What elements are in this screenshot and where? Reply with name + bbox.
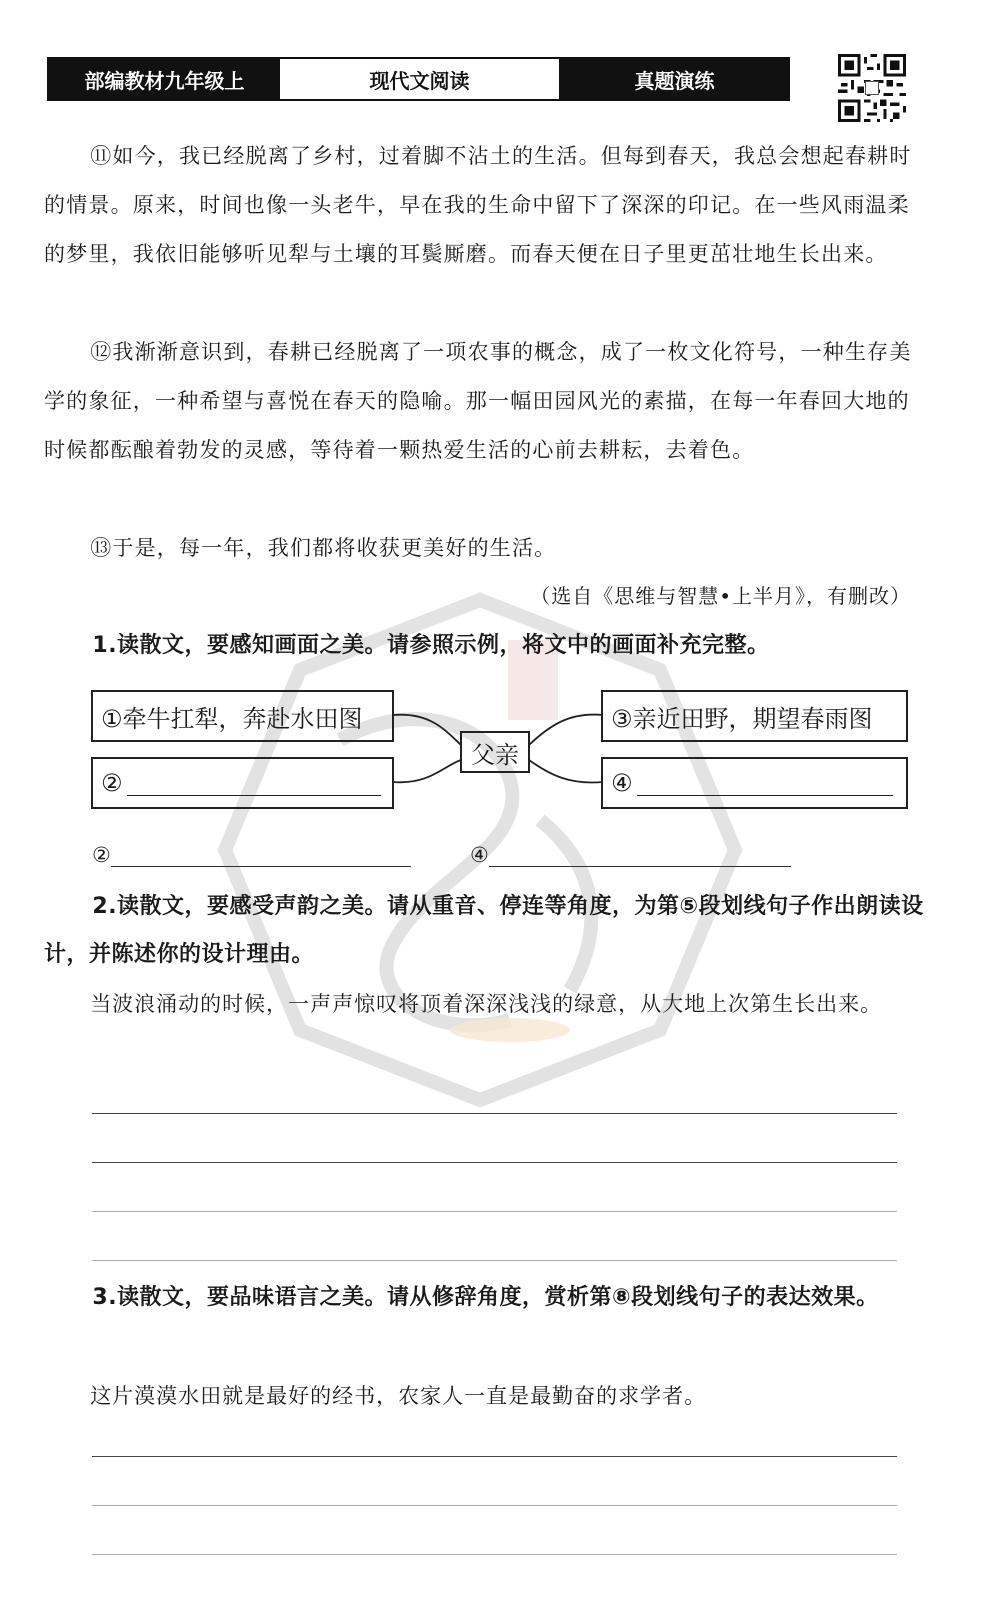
answer-row-4 (470, 843, 791, 867)
header-bar (47, 57, 790, 101)
question-2: 2.读散文，要感受声韵之美。请从重音、停连等角度，为第⑤段划线句子作出朗读设计，并陈述你的设计理由。 (44, 894, 924, 967)
question-3-quote: 这片漠漠水田就是最好的经书，农家人一直是最勤奋的求学者。 (90, 1384, 707, 1408)
diagram-box-1 (91, 690, 394, 742)
qr-code-icon (838, 54, 906, 122)
answer-line[interactable] (92, 1162, 897, 1163)
answer-line[interactable] (92, 1505, 897, 1506)
header-grade: 部编教材九年级上 (49, 59, 280, 99)
answer-blank-4[interactable] (489, 846, 791, 867)
diagram-box-3-text: ③亲近田野，期望春雨图 (611, 704, 873, 733)
paragraph-12: ⑫我渐渐意识到，春耕已经脱离了一项农事的概念，成了一枚文化符号，一种生存美学的象征，一种希望与喜悦在春天的隐喻。那一幅田园风光的素描，在每一年春回大地的时候都酝酿着勃发的灵感，等待着一颗热爱生活的心前去耕耘，去着色。 (44, 340, 912, 462)
answer-blank-2[interactable] (111, 846, 411, 867)
answer-line[interactable] (92, 1456, 897, 1457)
diagram-box-4-label: ④ (611, 769, 633, 797)
diagram-box-2-label: ② (101, 769, 123, 797)
header-practice: 真题演练 (561, 59, 788, 99)
diagram-box-4 (601, 757, 908, 809)
question-3: 3.读散文，要品味语言之美。请从修辞角度，赏析第⑧段划线句子的表达效果。 (92, 1285, 879, 1310)
diagram-center-father: 父亲 (460, 731, 530, 773)
answer-line[interactable] (92, 1554, 897, 1555)
paragraph-11: ⑪如今，我已经脱离了乡村，过着脚不沾土的生活。但每到春天，我总会想起春耕时的情景。原来，时间也像一头老牛，早在我的生命中留下了深深的印记。在一些风雨温柔的梦里，我依旧能够听见犁与土壤的耳鬓厮磨。而春天便在日子里更茁壮地生长出来。 (44, 144, 912, 266)
answer-line[interactable] (92, 1260, 897, 1261)
diagram-box-2-blank[interactable] (127, 771, 381, 796)
header-section: 现代文阅读 (280, 59, 561, 99)
diagram-box-1-text: ①牵牛扛犁，奔赴水田图 (101, 704, 363, 733)
diagram-box-3 (601, 690, 908, 742)
answer-line[interactable] (92, 1211, 897, 1212)
question-2-quote: 当波浪涌动的时候，一声声惊叹将顶着深深浅浅的绿意，从大地上次第生长出来。 (90, 992, 883, 1016)
question-1: 1.读散文，要感知画面之美。请参照示例，将文中的画面补充完整。 (92, 633, 770, 658)
diagram-box-2 (91, 757, 394, 809)
diagram-box-4-blank[interactable] (637, 771, 893, 796)
answer-line[interactable] (92, 1113, 897, 1114)
answer-label-4: ④ (470, 843, 489, 867)
source-citation: （选自《思维与智慧•上半月》，有删改） (530, 584, 911, 608)
answer-row-2 (92, 843, 411, 867)
paragraph-13: ⑬于是，每一年，我们都将收获更美好的生活。 (90, 536, 557, 560)
answer-label-2: ② (92, 843, 111, 867)
